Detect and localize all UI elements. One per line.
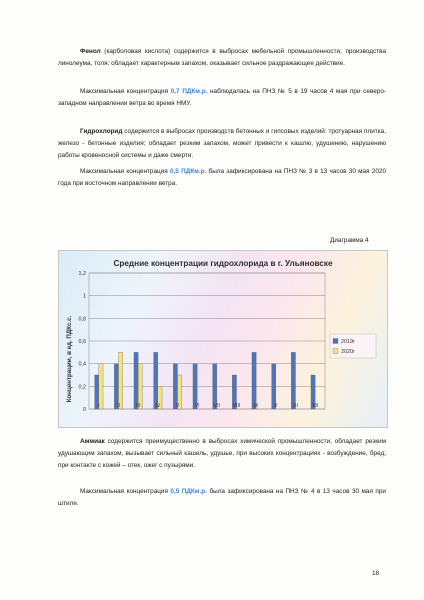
- term-hydrochloride: Гидрохлорид: [80, 128, 123, 135]
- legend-label: 2019г: [341, 339, 355, 345]
- ammonia-max-value: 0,5 ПДКм.р.: [170, 488, 207, 495]
- paragraph-phenol-description: [58, 46, 386, 70]
- x-tick-label: I: [98, 403, 100, 409]
- x-tick-label: VII: [213, 403, 220, 409]
- ammonia-description-text: содержится преимущественно в выбросах химической промышленности, обладает резким удушающим запахом, вызывает сильный кашель, удушье, при высоких концентрациях - возбуждение, бред; при контакте с кожей – отек, ожег с пузырями.: [58, 438, 386, 470]
- phenol-max-value: 0,7 ПДКм.р.: [170, 88, 208, 95]
- paragraph-ammonia-description: [58, 436, 386, 473]
- y-tick-label: 0,2: [78, 384, 86, 391]
- x-tick-label: III: [136, 403, 141, 409]
- bar-series-1: [252, 352, 256, 409]
- hcl-max-post: была зафиксирована на ПНЗ № 3 в 13 часов 30 мая 2020 года при восточном направлении ветра.: [58, 168, 386, 188]
- legend-swatch: [333, 339, 338, 344]
- phenol-max-pre: Максимальная концентрация: [80, 88, 171, 95]
- phenol-description-text: (карболовая кислота) содержится в выбросах мебельной промышленности, производства линолеума, толя; обладает характерным запахом, оказывает сильное раздражающее действие.: [58, 48, 386, 68]
- phenol-max-post: наблюдалась на ПНЗ № 5 в 19 часов 4 мая при северо-западном направлении ветра во время НМУ.: [58, 88, 386, 108]
- bar-series-2: [119, 352, 123, 409]
- y-tick-label: 0,6: [78, 339, 86, 345]
- paragraph-hcl-description: [58, 126, 386, 163]
- y-tick-label: 0,4: [78, 361, 86, 368]
- ammonia-max-pre: Максимальная концентрация: [80, 488, 171, 495]
- hcl-chart: [58, 250, 388, 428]
- paragraph-ammonia-maximum: [58, 486, 386, 510]
- legend-label: 2020г: [341, 349, 355, 355]
- term-ammonia: Аммиак: [80, 438, 105, 445]
- x-tick-label: X: [274, 403, 278, 409]
- hcl-description-text: содержится в выбросах производств бетонных и гипсовых изделий: тротуарная плитка, железо - бетонные изделия; обладает резким запахом, может привести к кашлю, удушению, нарушению работы кровеносной системы и даже смерти.: [58, 128, 386, 160]
- y-tick-label: 0: [83, 407, 86, 413]
- bar-series-1: [291, 352, 295, 409]
- bar-series-1: [154, 352, 161, 409]
- page-number: 18: [372, 570, 380, 577]
- chart-title: Средние концентрации гидрохлорида в г. Ульяновске: [113, 259, 333, 268]
- x-tick-label: V: [175, 403, 180, 409]
- y-tick-label: 1: [83, 293, 86, 300]
- figure-label: Диаграмма 4: [330, 237, 369, 244]
- y-tick-label: 0,8: [78, 316, 86, 323]
- x-tick-label: XI: [293, 403, 298, 409]
- x-tick-label: XII: [312, 403, 319, 409]
- x-tick-label: VIII: [232, 403, 241, 409]
- hcl-max-pre: Максимальная концентрация: [80, 168, 170, 175]
- term-phenol: Фенол: [80, 48, 101, 55]
- x-tick-label: II: [117, 403, 120, 409]
- chart-y-axis-label: Концентрации, в ед. ПДКс.с.: [66, 315, 73, 403]
- y-tick-label: 1,2: [78, 271, 86, 277]
- legend-swatch: [333, 349, 338, 354]
- paragraph-phenol-maximum: [58, 86, 386, 110]
- x-tick-label: VI: [194, 403, 200, 409]
- hcl-chart-svg: [59, 251, 387, 427]
- hcl-max-value: 0,5 ПДКм.р.: [169, 168, 207, 175]
- ammonia-max-post: была зафиксирована на ПНЗ № 4 в 13 часов 30 мая при штиле.: [58, 488, 386, 508]
- x-tick-label: IX: [253, 403, 259, 409]
- x-tick-label: IV: [155, 403, 161, 409]
- paragraph-hcl-maximum: [58, 166, 386, 190]
